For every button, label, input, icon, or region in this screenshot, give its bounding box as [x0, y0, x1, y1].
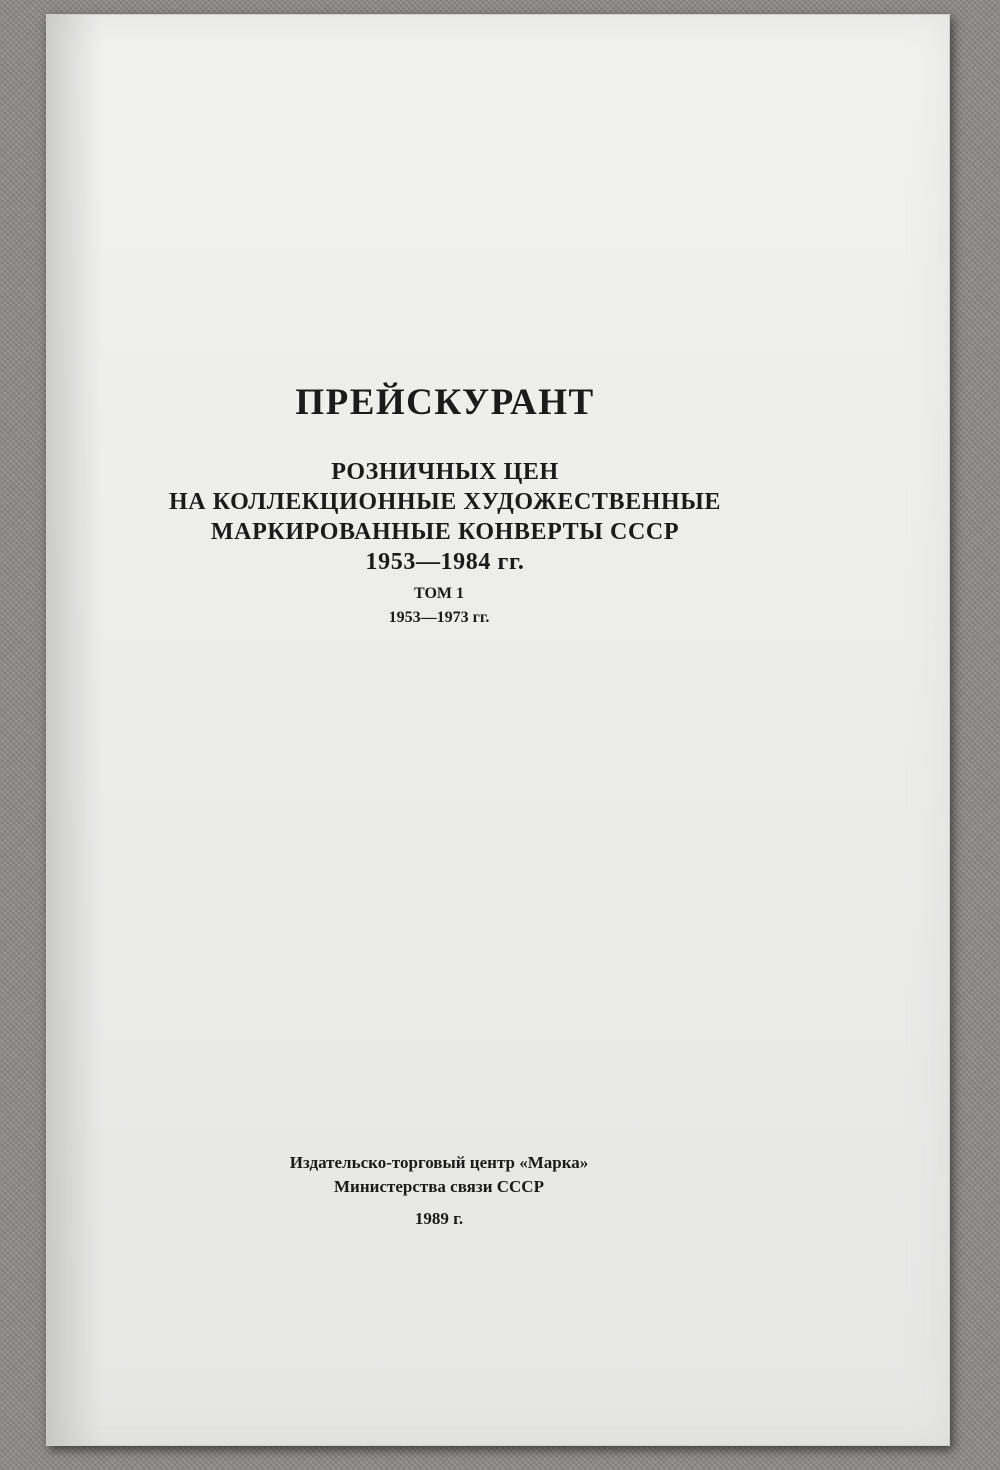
- subtitle-line: 1953—1984 гг.: [365, 549, 525, 575]
- publisher-line: Издательско-торговый центр «Марка»: [289, 1153, 589, 1172]
- volume-years: 1953—1973 гг.: [388, 609, 490, 626]
- publisher-info: [0, 1151, 891, 1199]
- cover-subtitle: [0, 457, 897, 577]
- spine-shadow: [47, 15, 102, 1445]
- publisher-line: Министерства связи СССР: [334, 1177, 544, 1196]
- subtitle-line: НА КОЛЛЕКЦИОННЫЕ ХУДОЖЕСТВЕННЫЕ: [168, 489, 722, 515]
- subtitle-line: МАРКИРОВАННЫЕ КОНВЕРТЫ СССР: [210, 519, 680, 545]
- book-cover: [46, 14, 950, 1446]
- publication-year: 1989 г.: [414, 1209, 464, 1228]
- volume-info: [0, 582, 891, 630]
- volume-label: ТОМ 1: [413, 585, 464, 602]
- cover-title: ПРЕЙСКУРАНТ: [295, 382, 595, 423]
- subtitle-line: РОЗНИЧНЫХ ЦЕН: [331, 459, 559, 485]
